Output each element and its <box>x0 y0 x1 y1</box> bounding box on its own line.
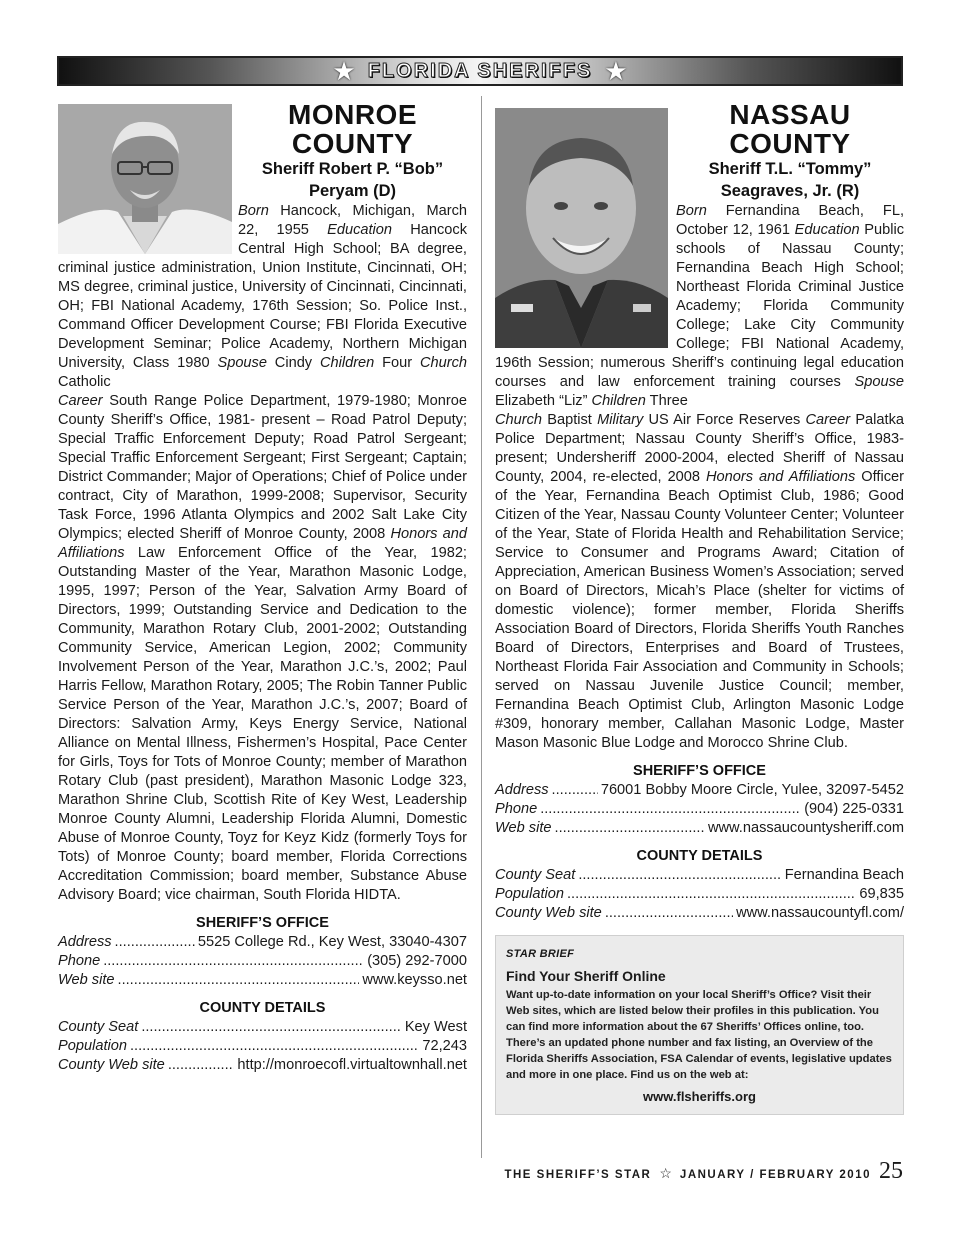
career-text: Palatka Police Department; Nassau County Sheriff’s Office, 1983-present; Undersheriff 2000-2004, elected Sheriff of Nassau County, 2004, re-elected, 2008 <box>495 412 904 485</box>
county-web-row: County Web site ..... www.nassaucountyfl.com/ <box>495 904 904 923</box>
banner-title: FLORIDA SHERIFFS <box>367 59 593 82</box>
sheriff-bio <box>58 202 467 905</box>
county-seat-row: County Seat ..... Fernandina Beach <box>495 866 904 885</box>
education-text: Public schools of Nassau County; Fernandina Beach High School; Northeast Florida Criminal Justice Academy; Florida Community College; Lake City Community College; FBI National Academy, 196th Session; numerous Sheriff’s continuing legal education courses and law enforcement training courses <box>495 222 904 390</box>
sheriff-name: Sheriff Robert P. “Bob” Peryam (D) <box>261 160 444 200</box>
sheriff-name: Sheriff T.L. “Tommy” Seagraves, Jr. (R) <box>708 160 872 200</box>
education-text: Hancock Central High School; BA degree, criminal justice administration, Union Institute, Cincinnati, OH; MS degree, criminal justice, University of Cincinnati, Cincinnati, OH; FBI National Academy, 176th Session; So. Police Inst., Command Officer Development Course; FBI Florida Executive Development Seminar; Police Academy, Northern Michigan University, Class 1980 <box>58 222 467 371</box>
publication-name: THE SHERIFF’S STAR <box>504 1169 652 1181</box>
section-banner <box>57 56 903 86</box>
star-brief-tag: STAR BRIEF <box>506 948 575 960</box>
star-icon: ★ <box>332 56 356 86</box>
county-seat-row: County Seat ..... Key West <box>58 1018 467 1037</box>
office-phone: (305) 292-7000 <box>367 953 467 969</box>
page-number: 25 <box>879 1158 903 1184</box>
children-label: Children <box>591 393 646 409</box>
office-web-row: Web site ..... www.keysso.net <box>58 971 467 990</box>
education-label: Education <box>794 222 860 238</box>
military-label: Military <box>597 412 644 428</box>
church-label: Church <box>419 355 468 371</box>
military-text: US Air Force Reserves <box>643 412 806 428</box>
office-address-row: Address ..... 5525 College Rd., Key West, 33040-4307 <box>58 933 467 952</box>
office-web-link[interactable]: www.keysso.net <box>362 972 467 988</box>
sheriff-portrait-monroe <box>58 104 232 254</box>
office-address: 76001 Bobby Moore Circle, Yulee, 32097-5452 <box>600 782 904 798</box>
county-web-link[interactable]: www.nassaucountyfl.com/ <box>736 905 904 921</box>
star-outline-icon: ☆ <box>659 1165 672 1181</box>
church-label: Church <box>495 412 543 428</box>
county-name: NASSAU COUNTY <box>729 99 851 159</box>
county-web-link[interactable]: http://monroecofl.virtualtownhall.net <box>237 1057 467 1073</box>
spouse-text: Cindy <box>266 355 320 371</box>
county-details-heading: COUNTY DETAILS <box>199 1000 326 1016</box>
born-label: Born <box>676 203 707 219</box>
sheriffs-office-heading: SHERIFF’S OFFICE <box>633 763 766 779</box>
office-phone-row: Phone ..... (904) 225-0331 <box>495 800 904 819</box>
issue-date: JANUARY / FEBRUARY 2010 <box>679 1169 871 1181</box>
star-brief-title: Find Your Sheriff Online <box>506 968 666 984</box>
born-text: Hancock, Michigan, March 22, 1955 <box>238 203 467 238</box>
office-address: 5525 College Rd., Key West, 33040-4307 <box>197 934 467 950</box>
career-label: Career <box>805 412 851 428</box>
honors-label: Honors and Affiliations <box>58 526 467 561</box>
sheriffs-office-heading: SHERIFF’S OFFICE <box>196 915 329 931</box>
office-phone: (904) 225-0331 <box>804 801 904 817</box>
star-brief-body: Want up-to-date information on your local Sheriff’s Office? Visit their Web sites, which are listed below their profiles in this publication. You can find more information about the 67 Sheriffs’ Offices online, too. There’s an updated phone number and fax listing, an Overview of the Florida Sheriffs Association, FSA Calendar of events, legislative updates and more in one place. Find us on the web at: <box>506 989 892 1081</box>
column-divider <box>481 96 482 1158</box>
honors-text: Law Enforcement Office of the Year, 1982; Outstanding Master of the Year, Marathon Masonic Lodge, 1995, 1997; Person of the Year, Salvation Army Board of Directors, 1999; Outstanding Service and Dedication to the Community, Marathon Rotary Club, 2001-2002; Outstanding Community Service, American Legion, 2002; Community Involvement Person of the Year, Marathon J.C.’s, 2002; Paul Harris Fellow, Marathon Rotary, 2005; The Robin Tanner Public Service Person of the Year, Marathon J.C.’s, 2007; Board of Directors: Salvation Army, Keys Energy Service, National Alliance on Mental Illness, Fishermen’s Hospital, Pace Center for Girls, Toys for Tots of Monroe County; member of Marathon Rotary Club (past president), Marathon Masonic Lodge 323, Marathon Shrine Club, Scottish Rite of Key West, Leadership Monroe County Alumni, Leadership Florida Alumni, Domestic Abuse of Monroe County, Toyz for Keyz Kidz (formerly Toys for Tots) of Monroe County; board member, Florida Corrections Accreditation Commission; board member, Substance Abuse Advisory Board; vice chairman, South Florida HIDTA. <box>58 545 467 903</box>
county-web-row: County Web site ..... http://monroecofl.virtualtownhall.net <box>58 1056 467 1075</box>
church-text: Baptist <box>542 412 598 428</box>
children-text: Three <box>645 393 688 409</box>
born-text: Fernandina Beach, FL, October 12, 1961 <box>676 203 904 238</box>
population: 72,243 <box>422 1038 467 1054</box>
county-details-heading: COUNTY DETAILS <box>636 848 763 864</box>
office-address-row: Address ..... 76001 Bobby Moore Circle, Yulee, 32097-5452 <box>495 781 904 800</box>
children-text: Four <box>374 355 420 371</box>
monroe-profile <box>58 100 467 1075</box>
page-footer <box>476 1158 903 1185</box>
career-label: Career <box>58 393 103 409</box>
county-seat: Key West <box>404 1019 467 1035</box>
spouse-label: Spouse <box>217 355 267 371</box>
office-web-link[interactable]: www.nassaucountysheriff.com <box>707 820 904 836</box>
sheriff-portrait-nassau <box>495 108 668 348</box>
star-brief-box <box>495 935 904 1115</box>
church-text: Catholic <box>58 374 111 390</box>
population: 69,835 <box>859 886 904 902</box>
nassau-profile <box>495 100 904 1115</box>
children-label: Children <box>319 355 375 371</box>
population-row: Population ..... 72,243 <box>58 1037 467 1056</box>
born-label: Born <box>238 203 269 219</box>
spouse-label: Spouse <box>854 374 904 390</box>
education-label: Education <box>327 222 393 238</box>
population-row: Population ..... 69,835 <box>495 885 904 904</box>
office-phone-row: Phone ..... (305) 292-7000 <box>58 952 467 971</box>
office-web-row: Web site ..... www.nassaucountysheriff.com <box>495 819 904 838</box>
career-text: South Range Police Department, 1979-1980; Monroe County Sheriff’s Office, 1981- present – Road Patrol Deputy; Special Traffic Enforcement Deputy; Road Patrol Sergeant; Special Traffic Enforcement Sergeant; First Sergeant; Captain; District Commander; Major of Operations; Chief of Police under contract, City of Marathon, 1999-2008; Supervisor, Security Task Force, 1996 Atlanta Olympics and 2002 Salt Lake City Olympics; elected Sheriff of Monroe County, 2008 <box>58 393 467 542</box>
flsheriffs-link[interactable]: www.flsheriffs.org <box>643 1089 756 1104</box>
spouse-text: Elizabeth “Liz” <box>495 393 592 409</box>
county-name: MONROE COUNTY <box>288 99 417 159</box>
honors-label: Honors and Affiliations <box>706 469 856 485</box>
honors-text: Officer of the Year, Fernandina Beach Optimist Club, 1986; Good Citizen of the Year, Nassau County Volunteer Center; Volunteer of the Year, State of Florida Health and Rehabilitation Service; Service to Consumer and Programs Award; Citation of Appreciation, American Business Women’s Association; served on Board of Directors, Micah’s Place (shelter for victims of domestic violence); former member, Florida Sheriffs Association Board of Directors, Florida Sheriffs Youth Ranches Board of Directors, Enterprises and Board of Trustees, Northeast Florida Fair Association and Community in Schools; served on Nassau Juvenile Justice Council; member, Fernandina Beach Optimist Club, Arlington Masonic Lodge #309, honorary member, Callahan Masonic Lodge, Master Mason Masonic Blue Lodge and Morocco Shrine Club. <box>495 469 904 751</box>
star-icon: ★ <box>604 56 628 86</box>
county-seat: Fernandina Beach <box>784 867 904 883</box>
